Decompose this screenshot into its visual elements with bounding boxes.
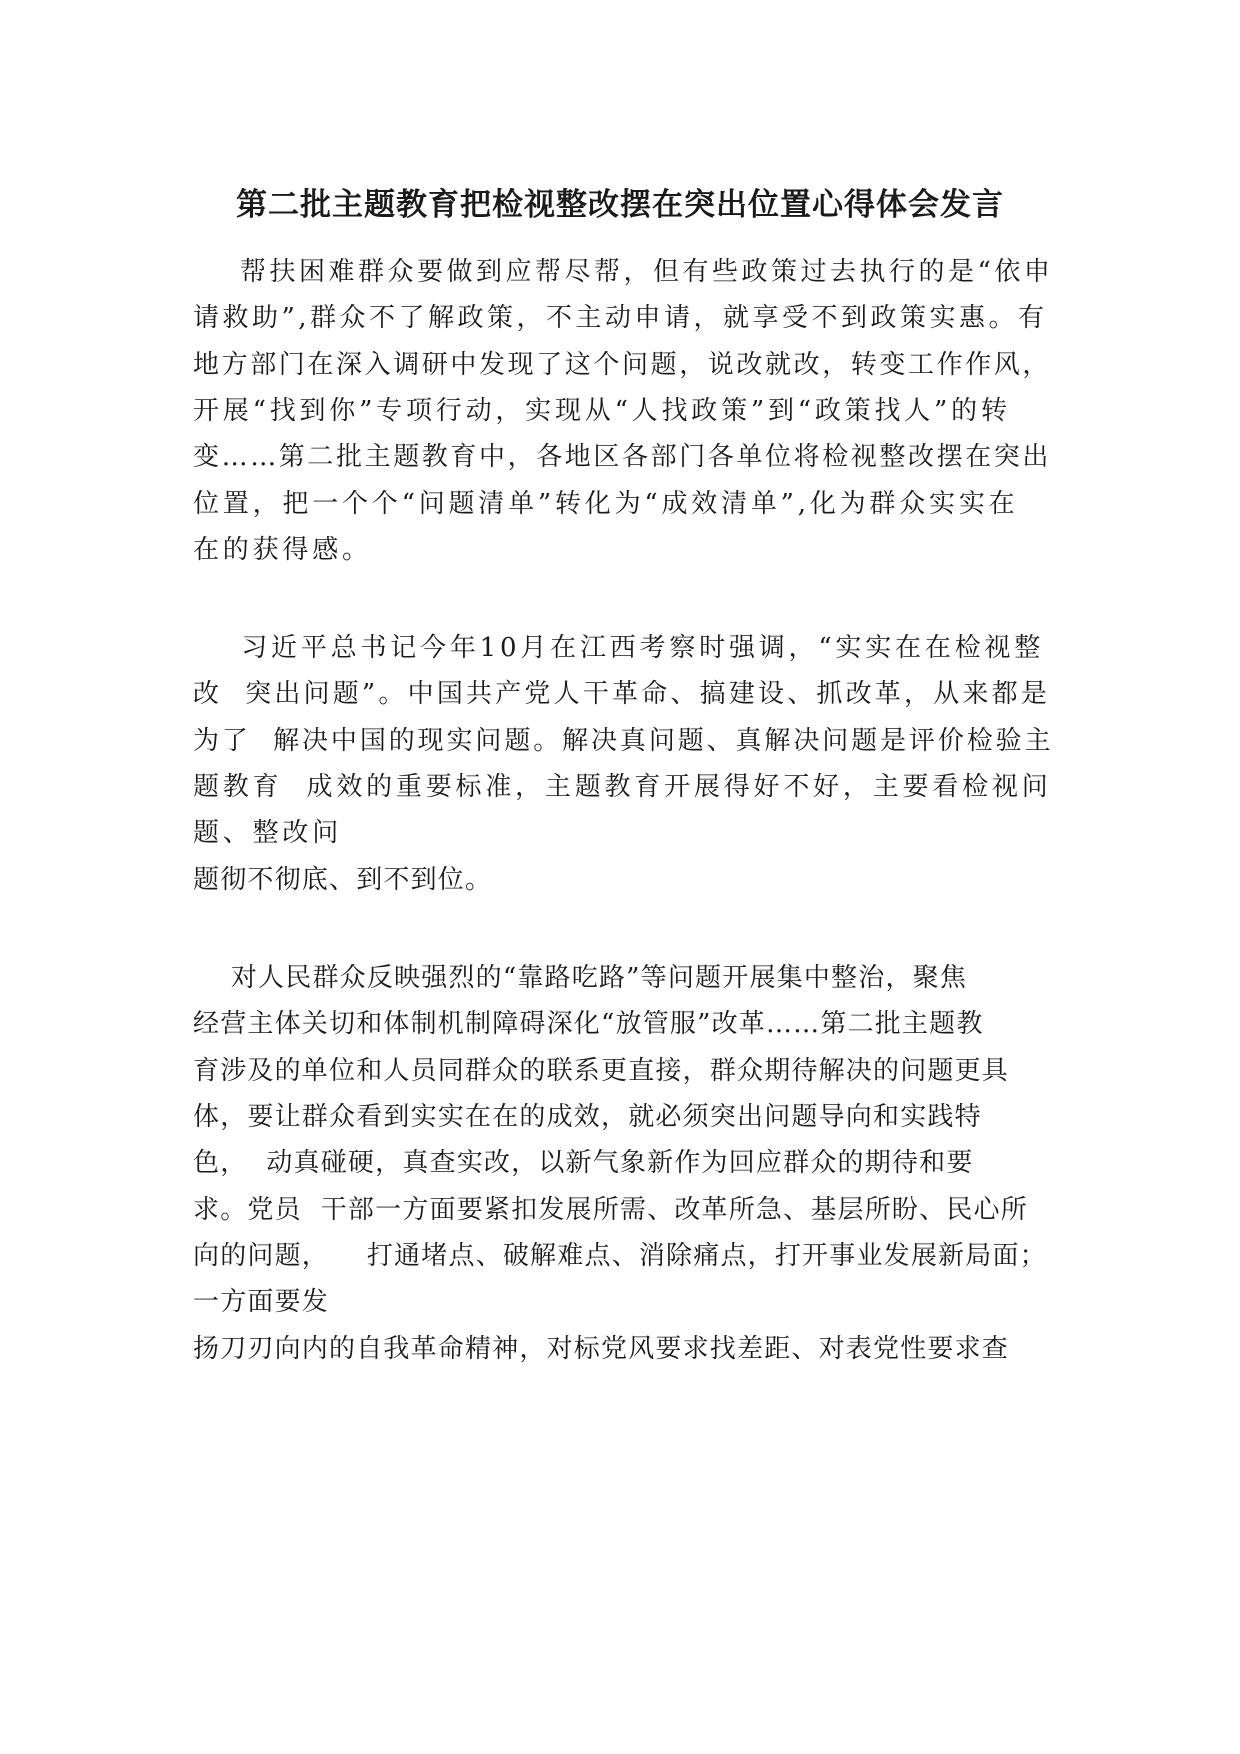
paragraph-line: 一方面要发 xyxy=(193,1287,330,1317)
paragraph-line: 变……第二批主题教育中，各地区各部门各单位将检视整改摆在突出 xyxy=(193,442,1052,472)
paragraph-line: 位置，把一个个“问题清单”转化为“成效清单”,化为群众实实在 xyxy=(193,489,1019,519)
paragraph-line: 为了 解决中国的现实问题。解决真问题、真解决问题是评价检验主 xyxy=(193,726,1054,756)
paragraph-line: 题、整改问 xyxy=(193,818,343,848)
paragraph-line: 经营主体关切和体制机制障碍深化“放管服”改革……第二批主题教 xyxy=(193,1009,984,1039)
paragraph-line: 向的问题， 打通堵点、破解难点、消除痛点，打开事业发展新局面； xyxy=(193,1241,1047,1271)
document-title: 第二批主题教育把检视整改摆在突出位置心得体会发言 xyxy=(236,187,1004,223)
paragraph-line: 育涉及的单位和人员同群众的联系更直接，群众期待解决的问题更具 xyxy=(193,1056,1010,1086)
paragraph-line: 改 突出问题”。中国共产党人干革命、搞建设、抓改革，从来都是 xyxy=(193,679,1051,709)
paragraph-line: 色， 动真碰硬，真查实改，以新气象新作为回应群众的期待和要 xyxy=(193,1148,974,1178)
paragraph-line: 扬刀刃向内的自我革命精神，对标党风要求找差距、对表党性要求查 xyxy=(193,1334,1010,1364)
paragraph-line: 求。党员 干部一方面要紧扣发展所需、改革所急、基层所盼、民心所 xyxy=(193,1195,1028,1225)
paragraph-line: 在的获得感。 xyxy=(193,535,372,565)
paragraph-line: 地方部门在深入调研中发现了这个问题，说改就改，转变工作作风， xyxy=(193,350,1052,380)
paragraph-line: 帮扶困难群众要做到应帮尽帮，但有些政策过去执行的是“依申 xyxy=(193,257,1054,287)
paragraph-line: 体，要让群众看到实实在在的成效，就必须突出问题导向和实践特 xyxy=(193,1102,982,1132)
paragraph-line: 开展“找到你”专项行动，实现从“人找政策”到“政策找人”的转 xyxy=(193,396,1011,426)
paragraph-line: 对人民群众反映强烈的“靠路吃路”等问题开展集中整治，聚焦 xyxy=(193,963,968,993)
paragraph-line: 请救助”,群众不了解政策，不主动申请，就享受不到政策实惠。有 xyxy=(193,303,1048,333)
paragraph-line: 题彻不彻底、到不到位。 xyxy=(193,865,493,895)
paragraph-line: 题教育 成效的重要标准，主题教育开展得好不好，主要看检视问 xyxy=(193,772,1052,802)
paragraph-line: 习近平总书记今年10月在江西考察时强调，“实实在在检视整 xyxy=(193,633,1045,663)
